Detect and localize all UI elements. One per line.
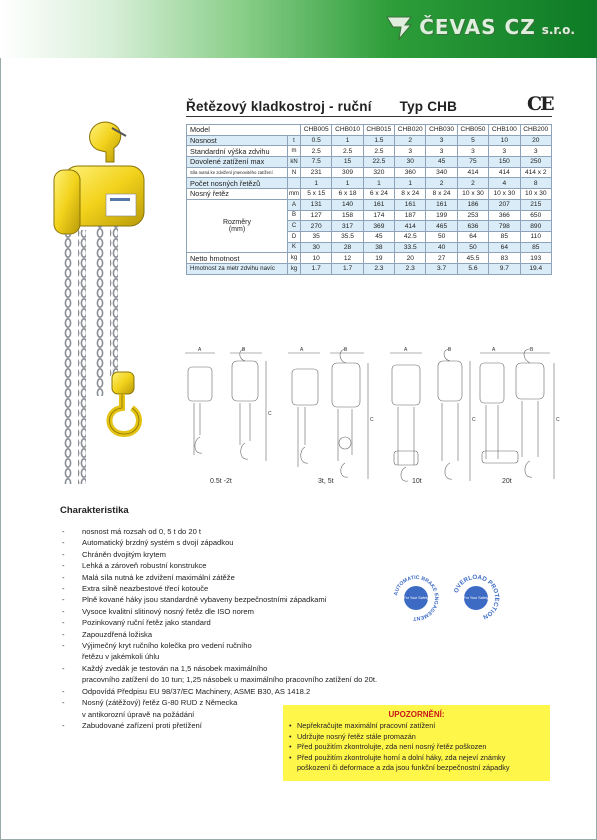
- table-cell: 317: [332, 221, 363, 232]
- table-cell: 38: [363, 242, 394, 253]
- dim-letter-c: C: [268, 411, 272, 417]
- column-header: CHB050: [457, 125, 488, 136]
- table-cell: 35.5: [332, 231, 363, 242]
- dimensions-unit: (mm): [228, 226, 246, 234]
- warning-item-text: Nepřekračujte maximální pracovní zatížení: [297, 721, 436, 730]
- table-cell: 8 x 24: [395, 189, 426, 200]
- column-header: CHB010: [332, 125, 363, 136]
- table-cell: 1.7: [332, 263, 363, 274]
- table-cell: 2: [395, 135, 426, 146]
- table-cell: 75: [457, 157, 488, 168]
- table-cell: 0.5: [301, 135, 332, 146]
- warning-item: [289, 721, 544, 732]
- table-cell: 8 x 24: [426, 189, 457, 200]
- table-cell: 19: [363, 253, 394, 264]
- badge-left-center-text: For Your Safety: [403, 596, 429, 600]
- table-cell: 15: [332, 157, 363, 168]
- characteristic-item-text: Vysoce kvalitní slitinový nosný řetěz dle ISO norem: [82, 606, 254, 616]
- warning-item: [289, 742, 544, 753]
- row-unit: t: [288, 135, 301, 146]
- title-underline: [186, 116, 552, 117]
- table-cell: 19.4: [520, 263, 551, 274]
- column-header: CHB200: [520, 125, 551, 136]
- table-cell: 414: [395, 221, 426, 232]
- table-cell: 270: [301, 221, 332, 232]
- column-header: CHB030: [426, 125, 457, 136]
- table-cell: 30: [301, 242, 332, 253]
- table-cell: 2.3: [363, 263, 394, 274]
- cevas-logo-icon: [385, 13, 413, 41]
- table-cell: 174: [363, 210, 394, 221]
- table-cell: 6 x 18: [332, 189, 363, 200]
- dim-letter-c: C: [472, 417, 476, 423]
- table-cell: 161: [363, 199, 394, 210]
- chain-hoist-illustration: [40, 118, 160, 490]
- table-cell: 40: [426, 242, 457, 253]
- dimension-letter: C: [288, 221, 301, 232]
- characteristic-item-text: Zabudované zařízení proti přetížení: [82, 720, 202, 730]
- dimension-letter: K: [288, 242, 301, 253]
- column-header: CHB020: [395, 125, 426, 136]
- table-header-row: [187, 125, 552, 136]
- characteristic-item-text: Chráněn dvojitým krytem: [82, 549, 166, 559]
- warning-item-text: • Před použitím zkontrolujte horní a dolní háky, zda nejeví známky: [297, 752, 506, 762]
- table-cell: 414 x 2: [520, 167, 551, 178]
- table-cell: 5.6: [457, 263, 488, 274]
- characteristic-item-text: Extra silně neazbestové třecí kotouče: [82, 584, 209, 594]
- table-cell: 50: [457, 242, 488, 253]
- table-cell: 45: [426, 157, 457, 168]
- table-cell: 798: [489, 221, 520, 232]
- page-title: [186, 99, 457, 114]
- row-unit: [288, 178, 301, 189]
- table-cell: 158: [332, 210, 363, 221]
- table-cell: 369: [363, 221, 394, 232]
- characteristic-item-text: nosnost má rozsah od 0, 5 t do 20 t: [82, 527, 202, 536]
- table-cell: 250: [520, 157, 551, 168]
- table-cell: 10 x 30: [489, 189, 520, 200]
- model-label: Model: [187, 125, 301, 136]
- drawing-caption: 10t: [412, 478, 422, 485]
- table-cell: 2: [426, 178, 457, 189]
- drawing-caption: 0.5t -2t: [210, 478, 232, 485]
- drawing-20t-hoist: [480, 349, 554, 479]
- table-cell: 1: [395, 178, 426, 189]
- table-cell: 4: [489, 178, 520, 189]
- dim-letter-c: C: [370, 417, 374, 423]
- table-cell: 5: [457, 135, 488, 146]
- table-cell: 10 x 30: [520, 189, 551, 200]
- table-cell: 35: [301, 231, 332, 242]
- table-cell: 3: [520, 146, 551, 157]
- table-cell: 3: [489, 146, 520, 157]
- table-cell: 110: [520, 231, 551, 242]
- characteristic-item-text: Pozinkovaný ruční řetěz jako standard: [82, 618, 211, 628]
- badge-right-center-text: For Your Safety: [463, 596, 489, 600]
- table-row: [187, 189, 552, 200]
- table-cell: 215: [520, 199, 551, 210]
- table-cell: 1: [301, 178, 332, 189]
- table-cell: 890: [520, 221, 551, 232]
- table-cell: 2.5: [332, 146, 363, 157]
- characteristic-item: [60, 537, 470, 548]
- table-cell: 2.3: [395, 263, 426, 274]
- characteristic-item: [60, 663, 470, 686]
- table-cell: 20: [395, 253, 426, 264]
- table-cell: 366: [489, 210, 520, 221]
- table-cell: 10: [301, 253, 332, 264]
- characteristic-item: [60, 640, 470, 663]
- row-unit: kN: [288, 157, 301, 168]
- drawing-caption: 20t: [502, 478, 512, 485]
- drawing-medium-hoist: [288, 349, 368, 479]
- table-cell: 193: [520, 253, 551, 264]
- table-cell: 22.5: [363, 157, 394, 168]
- row-label: Nosný řetěz: [187, 189, 288, 200]
- table-cell: 8: [520, 178, 551, 189]
- table-cell: 1: [363, 178, 394, 189]
- table-cell: 2.5: [363, 146, 394, 157]
- dimensions-title: Rozměry: [222, 219, 251, 227]
- warning-item-text: Před použitím zkontrolujte, zda není nosný řetěz poškozen: [297, 742, 487, 752]
- table-cell: 64: [489, 242, 520, 253]
- row-label: Netto hmotnost: [187, 253, 288, 264]
- badge-right-ring-text: OVERLOAD PROTECTION: [452, 573, 501, 621]
- table-cell: 64: [457, 231, 488, 242]
- table-cell: 140: [332, 199, 363, 210]
- table-cell: 85: [520, 242, 551, 253]
- row-unit: kg: [288, 253, 301, 264]
- table-cell: 42.5: [395, 231, 426, 242]
- characteristic-item-text: řetězu v jakémkoli úhlu: [82, 652, 160, 662]
- row-label: Počet nosných řetězů: [187, 178, 288, 189]
- row-unit: mm: [288, 189, 301, 200]
- table-row: [187, 253, 552, 264]
- dimension-letter: B: [288, 210, 301, 221]
- table-row: [187, 263, 552, 274]
- dim-letter-c: C: [556, 417, 560, 423]
- table-cell: 12: [332, 253, 363, 264]
- brand-name: ČEVAS CZ: [419, 15, 536, 39]
- row-label: Hmotnost za metr zdvihu navíc: [187, 263, 288, 274]
- warning-item-text: Udržujte nosný řetěz stále promazán: [297, 731, 416, 741]
- row-label: Síla nutná ke zdvižení jmenovitého zatížení: [187, 167, 288, 178]
- table-cell: 650: [520, 210, 551, 221]
- table-cell: 3: [426, 135, 457, 146]
- table-cell: 1: [332, 135, 363, 146]
- table-row: [187, 146, 552, 157]
- dim-letter-a: A: [198, 347, 202, 353]
- table-cell: 3.7: [426, 263, 457, 274]
- table-cell: 83: [489, 253, 520, 264]
- table-cell: 50: [426, 231, 457, 242]
- table-cell: 1.7: [301, 263, 332, 274]
- table-cell: 414: [457, 167, 488, 178]
- table-cell: 30: [395, 157, 426, 168]
- drawing-small-hoist: [185, 349, 266, 461]
- row-label: Nosnost: [187, 135, 288, 146]
- characteristic-item: [60, 526, 470, 537]
- dim-letter-b: B: [344, 347, 348, 353]
- dim-letter-a: A: [492, 347, 496, 353]
- characteristic-item: [60, 686, 470, 697]
- table-cell: 414: [489, 167, 520, 178]
- characteristic-item: [60, 629, 470, 640]
- table-cell: 161: [395, 199, 426, 210]
- table-cell: 9.7: [489, 263, 520, 274]
- dim-letter-b: B: [242, 347, 246, 353]
- characteristics-title: Charakteristika: [60, 505, 129, 516]
- title-main: Řetězový kladkostroj - ruční: [186, 99, 372, 114]
- specification-table: [186, 124, 552, 275]
- table-cell: 186: [457, 199, 488, 210]
- safety-badges: [392, 568, 502, 628]
- characteristic-item-text: Odpovídá Předpisu EU 98/37/EC Machinery, ASME B30, AS 1418.2: [82, 686, 311, 696]
- table-cell: 2.5: [301, 146, 332, 157]
- warning-item: [289, 732, 544, 743]
- characteristic-item-text: Malá síla nutná ke zdvižení maximální zátěže: [82, 572, 235, 582]
- dimensions-label: [187, 199, 288, 252]
- table-cell: 1: [332, 178, 363, 189]
- table-cell: 131: [301, 199, 332, 210]
- table-cell: 253: [457, 210, 488, 221]
- row-unit: m: [288, 146, 301, 157]
- technical-drawings: [180, 345, 560, 493]
- dim-letter-b: B: [448, 347, 452, 353]
- column-header: CHB015: [363, 125, 394, 136]
- table-cell: 340: [426, 167, 457, 178]
- badge-left-ring-text: AUTOMATIC BRAKE ENGAGEMENT: [393, 574, 440, 622]
- table-cell: 45.5: [457, 253, 488, 264]
- table-cell: 320: [363, 167, 394, 178]
- table-cell: 28: [332, 242, 363, 253]
- row-label: Dovolené zatížení max: [187, 157, 288, 168]
- table-row: [187, 167, 552, 178]
- characteristic-item-text: Automatický brzdný systém s dvojí západkou: [82, 538, 234, 548]
- row-unit: N: [288, 167, 301, 178]
- table-cell: 309: [332, 167, 363, 178]
- table-cell: 465: [426, 221, 457, 232]
- table-cell: 150: [489, 157, 520, 168]
- table-cell: 360: [395, 167, 426, 178]
- dim-letter-a: A: [404, 347, 408, 353]
- table-cell: 2: [457, 178, 488, 189]
- company-logo: [385, 13, 575, 41]
- warning-box: [283, 705, 550, 781]
- table-cell: 187: [395, 210, 426, 221]
- brand-suffix: s.r.o.: [541, 23, 575, 37]
- ce-mark: CE: [527, 93, 553, 115]
- row-unit: kg: [288, 263, 301, 274]
- header-band: [0, 0, 597, 58]
- characteristic-item-text: Plně kované háky jsou standardně vybaveny bezpečnostními západkami: [82, 595, 327, 605]
- drawing-10t-hoist: [390, 349, 470, 481]
- table-cell: 199: [426, 210, 457, 221]
- warning-title: UPOZORNĚNÍ:: [388, 710, 445, 719]
- warning-list: [289, 721, 544, 774]
- characteristic-item-text: - Každý zvedák je testován na 1,5 násobek maximálního: [82, 663, 268, 673]
- table-cell: 1.5: [363, 135, 394, 146]
- table-row: [187, 178, 552, 189]
- table-cell: 161: [426, 199, 457, 210]
- characteristics-list: [60, 526, 470, 731]
- characteristic-item-text: Lehká a zároveň robustní konstrukce: [82, 561, 207, 571]
- table-cell: 636: [457, 221, 488, 232]
- dimension-letter: D: [288, 231, 301, 242]
- table-cell: 3: [426, 146, 457, 157]
- table-cell: 7.5: [301, 157, 332, 168]
- table-cell: 5 x 15: [301, 189, 332, 200]
- column-header: CHB100: [489, 125, 520, 136]
- table-cell: 10 x 30: [457, 189, 488, 200]
- characteristic-item-text: Zapouzdřená ložiska: [82, 629, 153, 639]
- table-cell: 127: [301, 210, 332, 221]
- automatic-brake-badge-icon: [393, 575, 439, 621]
- table-cell: 3: [395, 146, 426, 157]
- table-cell: 20: [520, 135, 551, 146]
- table-cell: 33.5: [395, 242, 426, 253]
- characteristic-item-text: v antikorozní úpravě na požádání: [82, 709, 195, 719]
- table-cell: 27: [426, 253, 457, 264]
- table-row: [187, 135, 552, 146]
- column-header: CHB005: [301, 125, 332, 136]
- title-type: Typ CHB: [399, 99, 458, 114]
- table-cell: 6 x 24: [363, 189, 394, 200]
- row-label: Standardní výška zdvihu: [187, 146, 288, 157]
- dimension-letter: A: [288, 199, 301, 210]
- table-cell: 231: [301, 167, 332, 178]
- table-row: [187, 157, 552, 168]
- warning-item-text: poškození či deformace a zda jsou funkční bezpečnostní západky: [297, 763, 510, 773]
- dim-letter-a: A: [300, 347, 304, 353]
- warning-item: [289, 753, 544, 774]
- characteristic-item: [60, 549, 470, 560]
- overload-protection-badge-icon: [453, 574, 500, 621]
- characteristic-item-text: pracovního zatížení do 10 tun; 1,25 násobek u maximálního pracovního zatížení do 20t.: [82, 675, 378, 685]
- table-cell: 85: [489, 231, 520, 242]
- characteristic-item-text: - Výjimečný kryt ručního kolečka pro vedení ručního: [82, 641, 252, 651]
- table-cell: 207: [489, 199, 520, 210]
- table-cell: 3: [457, 146, 488, 157]
- drawing-caption: 3t, 5t: [318, 478, 334, 485]
- table-row: [187, 199, 552, 210]
- characteristic-item-text: - Nosný (zátěžový) řetěz G-80 RUD z Německa: [82, 698, 238, 708]
- table-cell: 10: [489, 135, 520, 146]
- table-cell: 45: [363, 231, 394, 242]
- dim-letter-b: B: [530, 347, 534, 353]
